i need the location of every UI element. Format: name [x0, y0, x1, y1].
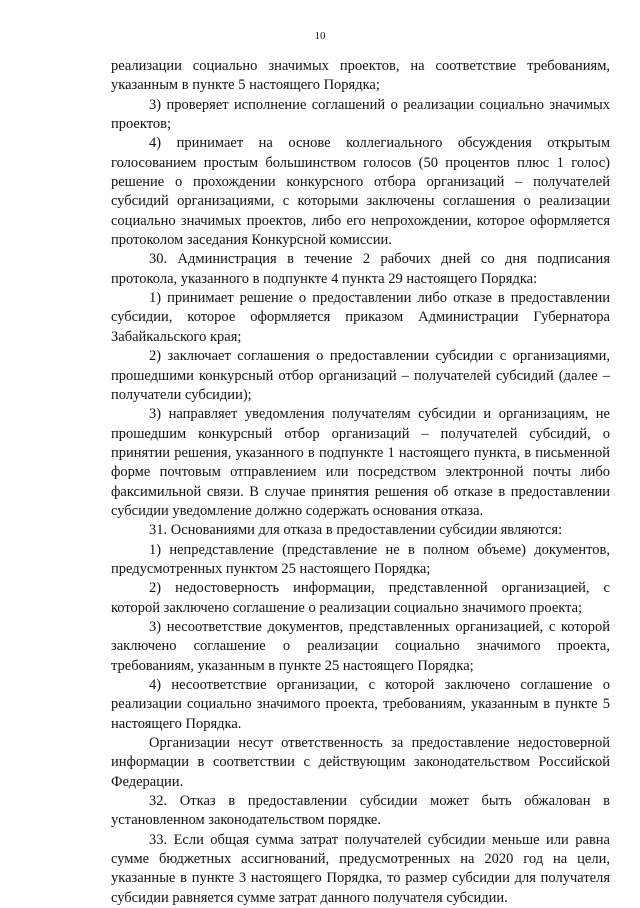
- paragraph-31-3: 3) несоответствие документов, представленных организацией, с которой заключено соглашение о реализации социально значимого проекта, требованиям, указанным в пункте 25 настоящего Порядка;: [111, 618, 610, 674]
- paragraph-29-3: 3) проверяет исполнение соглашений о реализации социально значимых проектов;: [111, 96, 610, 133]
- paragraph-30-3: 3) направляет уведомления получателям субсидии и организациям, не прошедшим конкурсный отбор организаций – получателей субсидий, о принятии решения, указанного в подпункте 1 настоящего пункта, в письменной форме почтовым отправлением или посредством электронной почты либо факсимильной связи. В случае принятия решения об отказе в предоставлении субсидии уведомление должно содержать основания отказа.: [111, 406, 610, 519]
- paragraph-31-1: 1) непредставление (представление не в полном объеме) документов, предусмотренных пунктом 25 настоящего Порядка;: [111, 541, 610, 577]
- paragraph-31: 31. Основаниями для отказа в предоставлении субсидии являются:: [149, 522, 563, 539]
- paragraph-32: 32. Отказ в предоставлении субсидии может быть обжалован в установленном законодательством порядке.: [111, 793, 610, 829]
- paragraph-30: 30. Администрация в течение 2 рабочих дней со дня подписания протокола, указанного в подпункте 4 пункта 29 настоящего Порядка:: [111, 251, 610, 287]
- page-number: 10: [314, 30, 326, 42]
- paragraph-30-1: 1) принимает решение о предоставлении либо отказе в предоставлении субсидии, которое оформляется приказом Администрации Губернатора Забайкальского края;: [111, 290, 610, 345]
- paragraph-29-4: 4) принимает на основе коллегиального обсуждения открытым голосованием простым большинством голосов (50 процентов плюс 1 голос) решение о прохождении конкурсного отбора организаций – получателей субсидий организациями, с которыми заключены соглашения о реализации социально значимых проектов, либо его непрохождении, которое оформляется протоколом заседания Конкурсной комиссии.: [111, 135, 610, 249]
- paragraph-31-4: 4) несоответствие организации, с которой заключено соглашение о реализации социально значимого проекта, требованиям, указанным в пункте 5 настоящего Порядка.: [111, 677, 610, 732]
- paragraph-31-2: 2) недостоверность информации, представленной организацией, с которой заключено соглашение о реализации социально значимого проекта;: [111, 580, 610, 616]
- paragraph-33: 33. Если общая сумма затрат получателей субсидии меньше или равна сумме бюджетных ассигнований, предусмотренных на 2020 год на цели, указанные в пункте 3 настоящего Порядка, то размер субсидии для получателя субсидии равняется сумме затрат данного получателя субсидии.: [111, 831, 610, 906]
- paragraph-continuation: реализации социально значимых проектов, на соответствие требованиям, указанным в пункте 5 настоящего Порядка;: [111, 58, 610, 94]
- paragraph-30-2: 2) заключает соглашения о предоставлении субсидии с организациями, прошедшими конкурсный отбор организаций – получателей субсидий (далее – получатели субсидии);: [111, 348, 610, 403]
- paragraph-liability: Организации несут ответственность за предоставление недостоверной информации в соответствии с действующим законодательством Российской Федерации.: [111, 735, 610, 790]
- document-body: [111, 57, 610, 908]
